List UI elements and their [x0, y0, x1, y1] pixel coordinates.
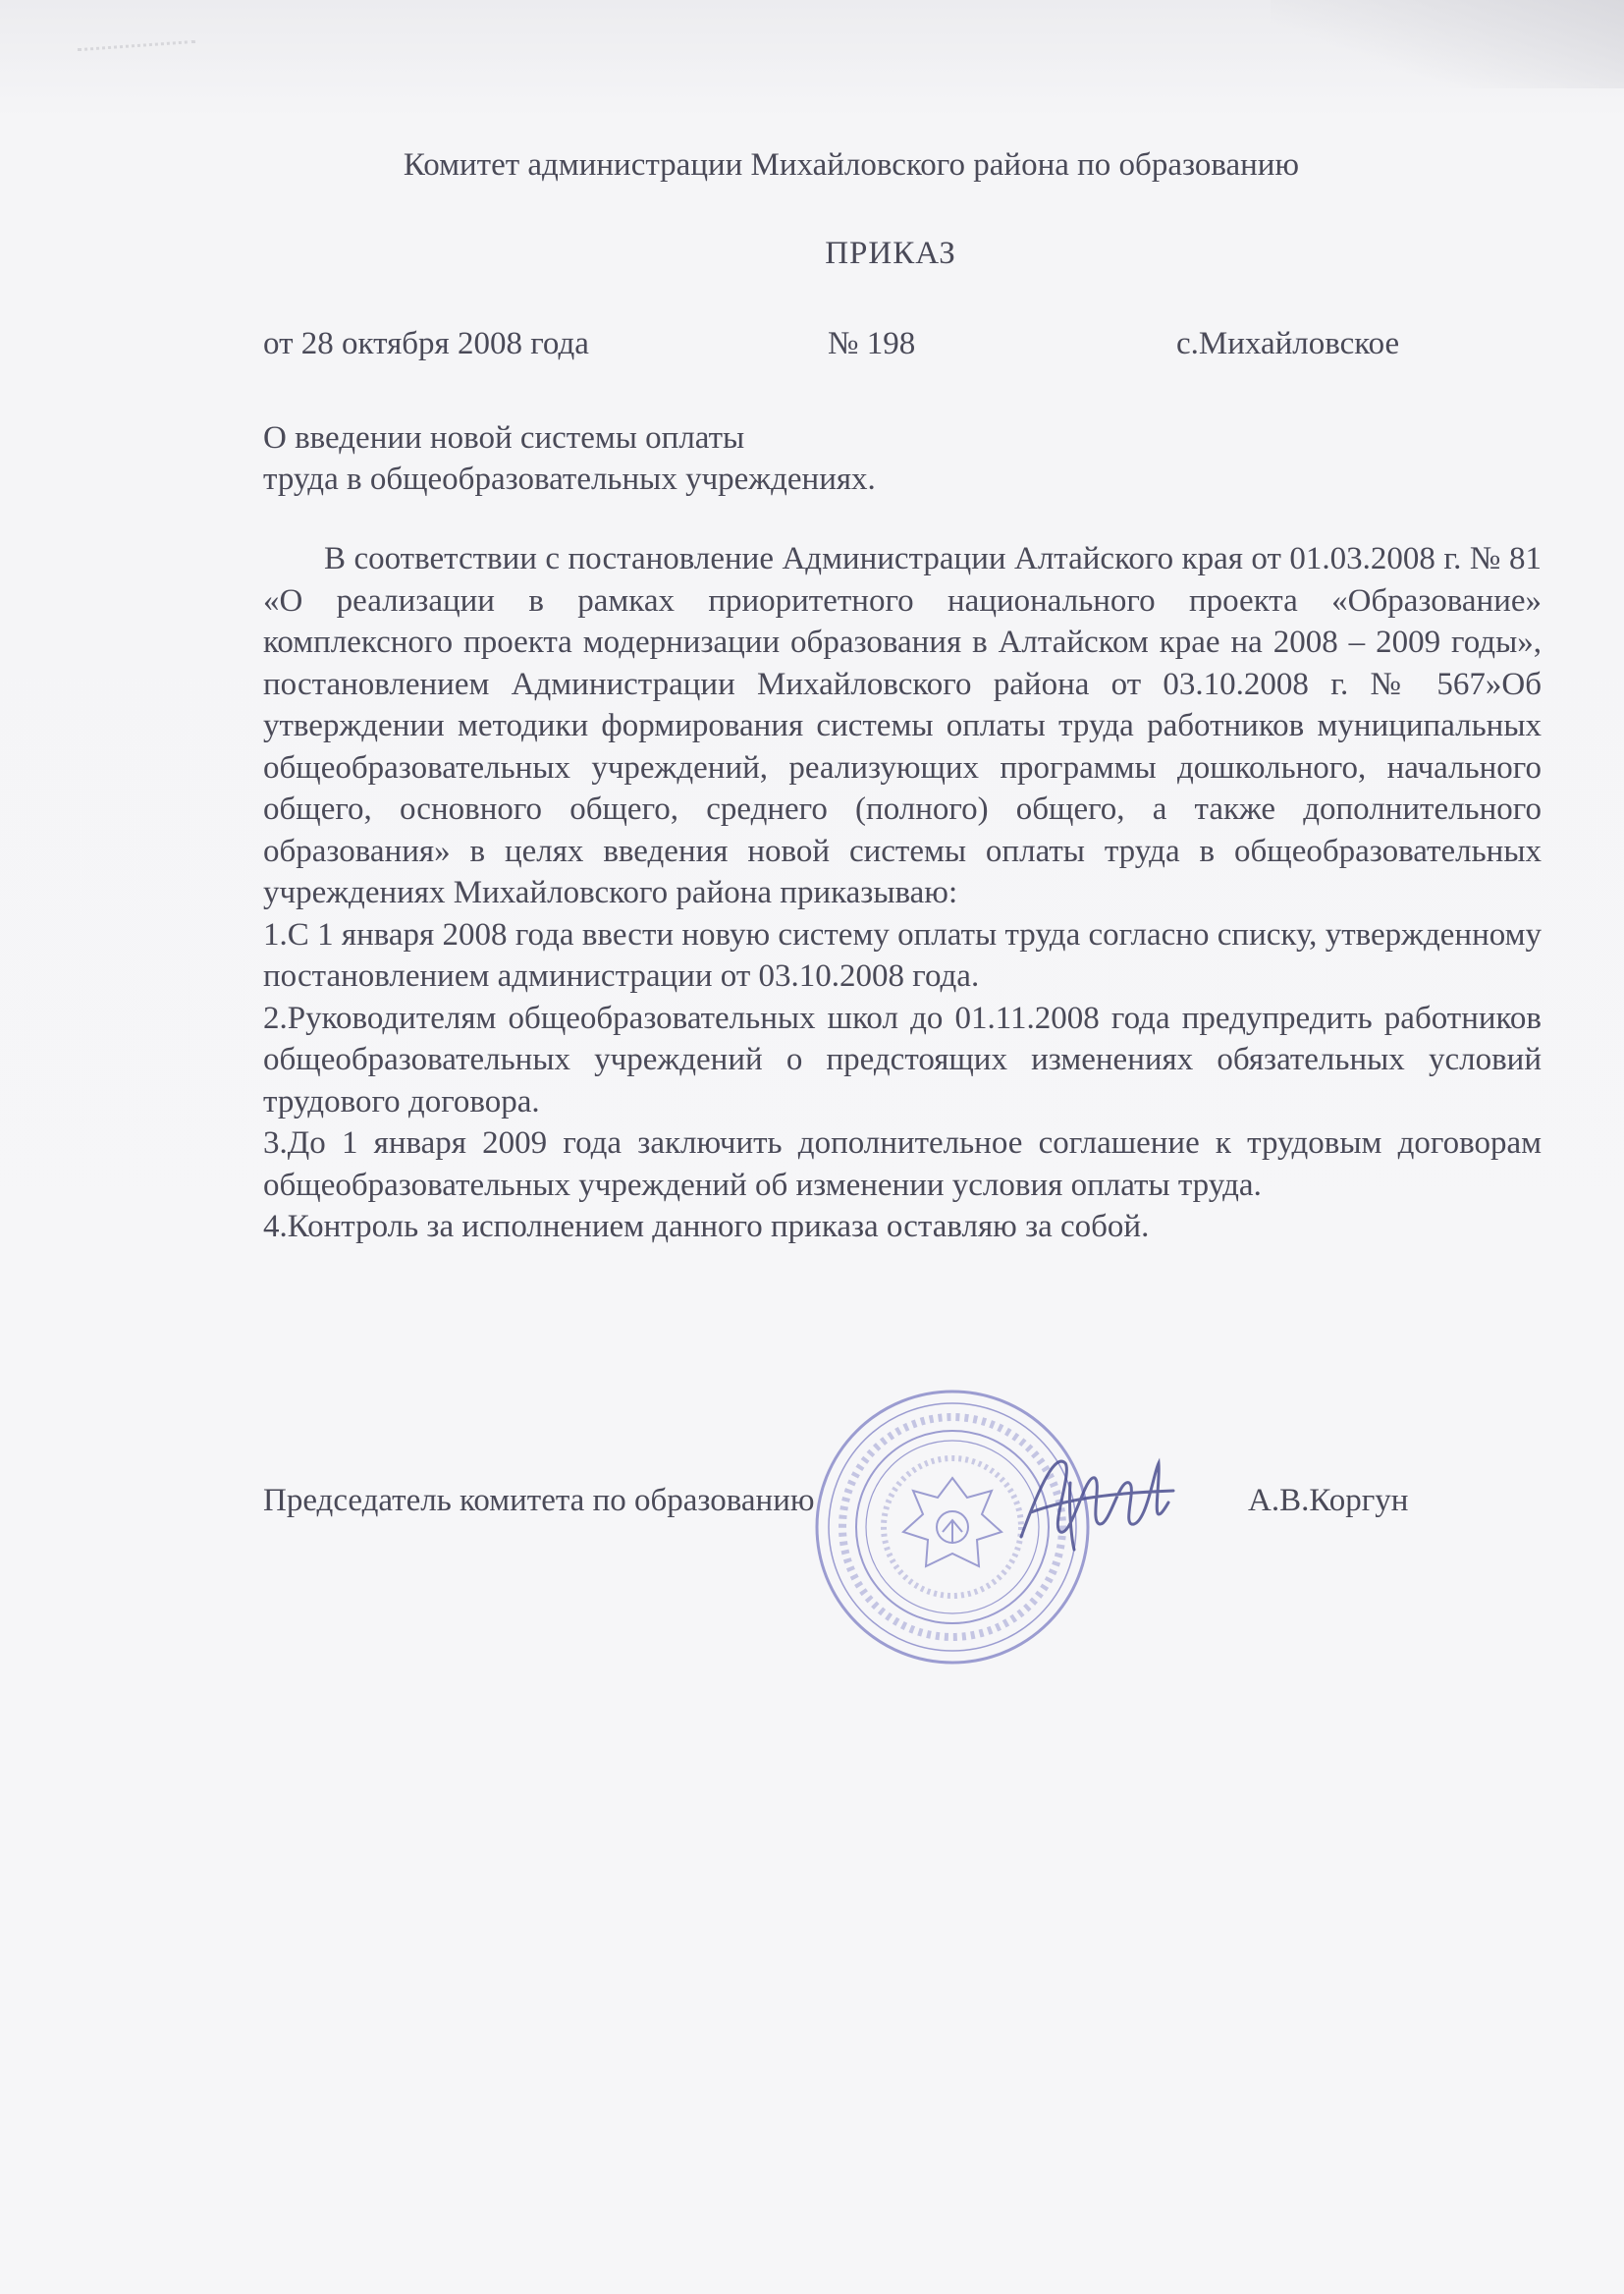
order-item: 1.С 1 января 2008 года ввести новую систему оплаты труда согласно списку, утвержденному постановлением администрации от 03.10.2008 года.: [263, 916, 1542, 994]
scan-corner-shadow: [1271, 0, 1624, 88]
document-title: ПРИКАЗ: [825, 236, 956, 271]
order-subject: [263, 417, 876, 500]
scan-artifact: [78, 40, 197, 81]
dateline: [263, 326, 1441, 370]
order-body: [263, 538, 1542, 1248]
order-number: № 198: [828, 326, 916, 361]
order-place: с.Михайловское: [1176, 326, 1400, 361]
order-item: 4.Контроль за исполнением данного приказа оставляю за собой.: [263, 1209, 1150, 1244]
order-item: 3.До 1 января 2009 года заключить дополнительное соглашение к трудовым договорам общеобразовательных учреждений об изменении условия оплаты труда.: [263, 1125, 1542, 1203]
preamble-paragraph: В соответствии с постановление Администрации Алтайского края от 01.03.2008 г. № 81 «О реализации в рамках приоритетного национального проекта «Образование» комплексного проекта модернизации образования в Алтайском крае на 2008 – 2009 годы», постановлением Администрации Михайловского района от 03.10.2008 г. № 567»Об утверждении методики формирования системы оплаты труда работников муниципальных общеобразовательных учреждений, реализующих программы дошкольного, начального общего, основного общего, среднего (полного) общего, а также дополнительного образования» в целях введения новой системы оплаты труда в общеобразовательных учреждениях Михайловского района приказываю:: [263, 541, 1542, 910]
signatory-title: Председатель комитета по образованию: [263, 1483, 815, 1518]
order-item: 2.Руководителям общеобразовательных школ до 01.11.2008 года предупредить работников общеобразовательных учреждений о предстоящих изменениях обязательных условий трудового договора.: [263, 1000, 1542, 1120]
subject-line: О введении новой системы оплаты: [263, 420, 745, 456]
committee-header: Комитет администрации Михайловского района по образованию: [403, 147, 1300, 183]
subject-line: труда в общеобразовательных учреждениях.: [263, 462, 876, 497]
signature-block: [263, 1483, 1540, 1532]
signatory-name: А.В.Коргун: [1248, 1483, 1409, 1518]
order-date: от 28 октября 2008 года: [263, 326, 589, 361]
